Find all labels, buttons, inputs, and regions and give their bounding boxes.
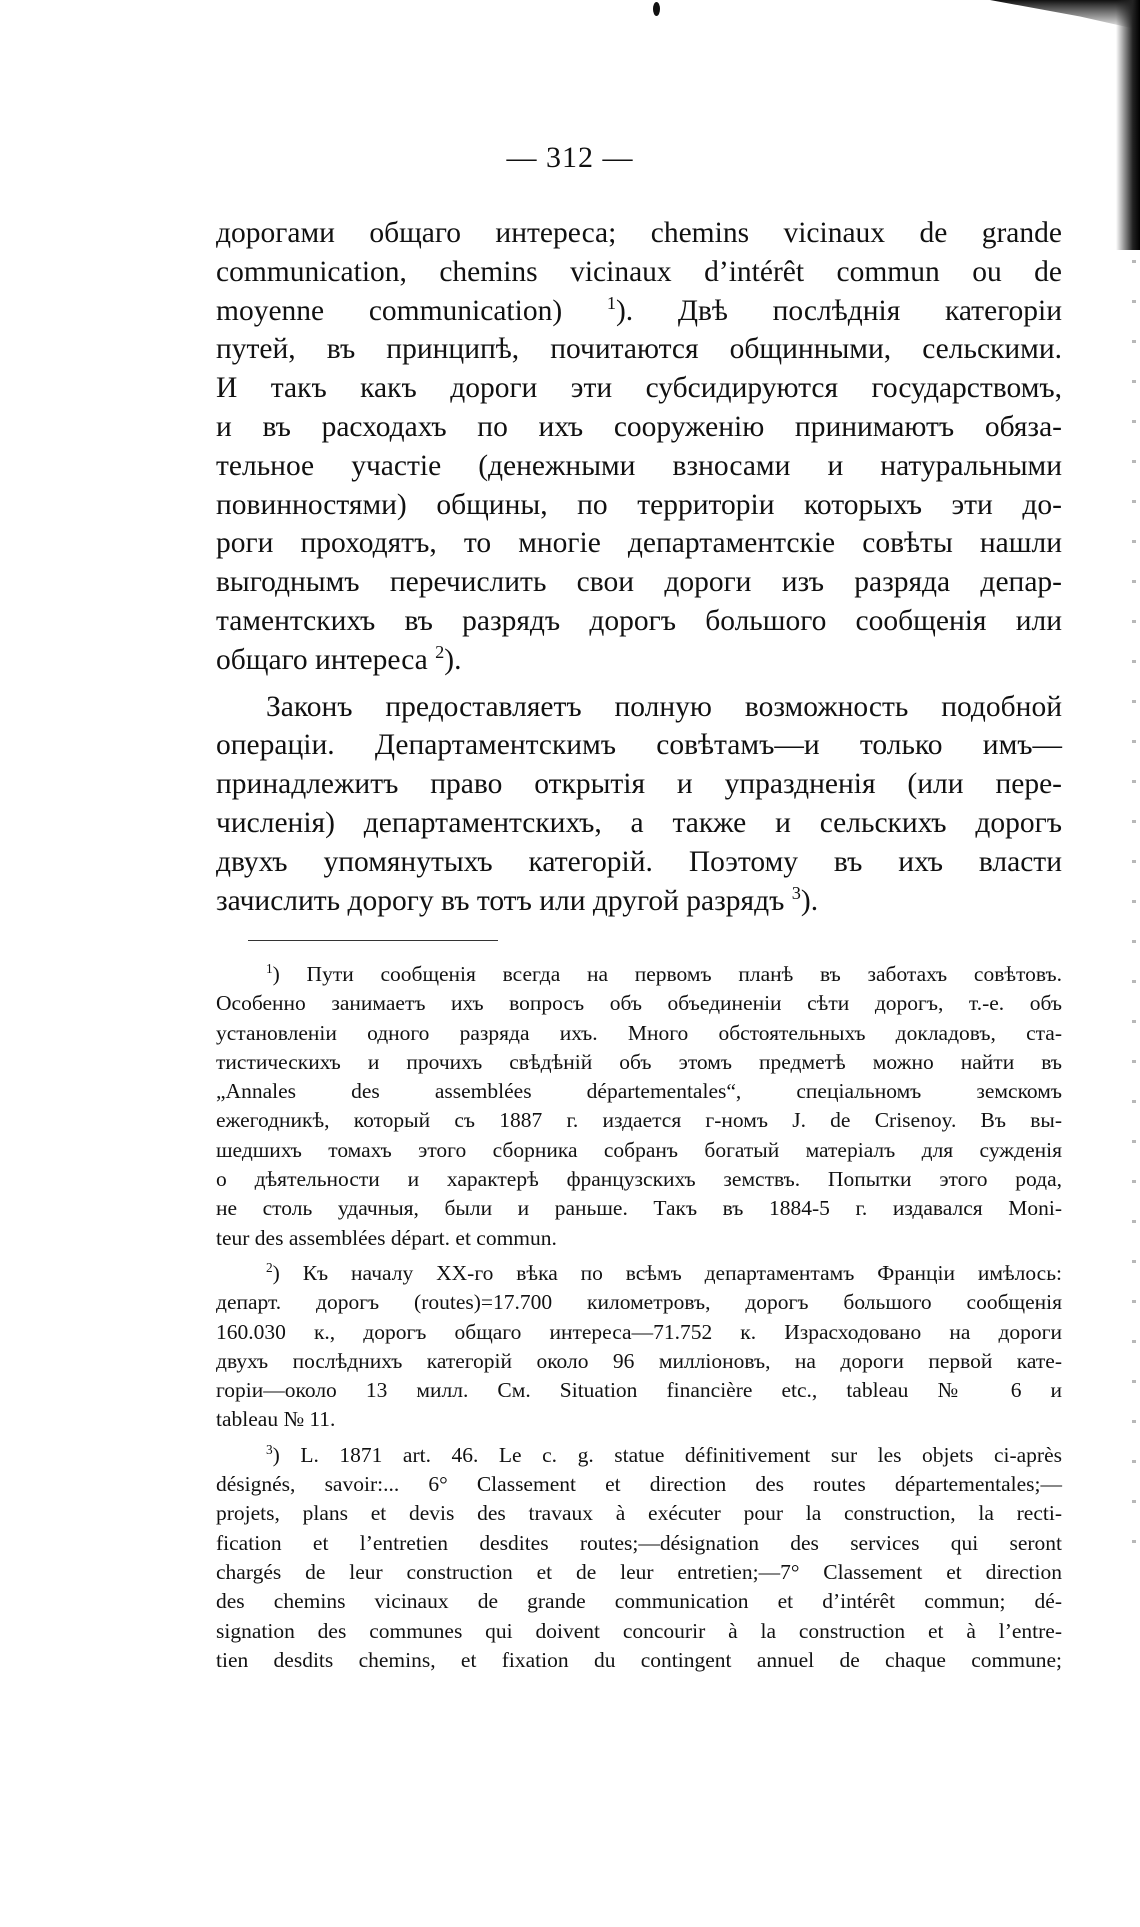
text-line: тельное участіе (денежными взносами и натуральными (216, 449, 1062, 482)
footnote-marker: 3 (266, 1441, 273, 1457)
text-segment: ) L. 1871 art. 46. Le c. g. statue définitivement sur les objets ci-après (272, 1442, 1062, 1467)
text-line: Законъ предоставляетъ полную возможность подобной (266, 690, 1062, 723)
footnote-line: signation des communes qui doivent concourir à la construction et à l’entre- (216, 1618, 1062, 1643)
scan-edge-shadow (1116, 0, 1140, 250)
footnote-line: chargés de leur construction et de leur entretien;—7° Classement et direction (216, 1559, 1062, 1584)
footnote-line: не столь удачныя, были и раньше. Такъ въ 1884-5 г. издавался Moni- (216, 1196, 1062, 1221)
text-line: принадлежитъ право открытія и упраздненія (или пере- (216, 768, 1062, 801)
text-segment: ) Къ началу XX-го вѣка по всѣмъ департаментамъ Франціи имѣлось: (272, 1260, 1062, 1285)
text-line: операціи. Департаментскимъ совѣтамъ—и только имъ— (216, 729, 1062, 762)
text-line: communication, chemins vicinaux d’intérêt commun ou de (216, 255, 1062, 288)
body-text (216, 214, 1062, 928)
footnote-1 (216, 960, 1062, 1253)
text-segment: зачислить дорогу въ тотъ или другой разрядъ (216, 884, 785, 917)
text-line (216, 641, 1062, 680)
footnote-line: teur des assemblées départ. et commun. (216, 1225, 557, 1250)
paragraph-2 (216, 688, 1062, 921)
footnote-line: désignés, savoir:... 6° Classement et direction des routes départementales;— (216, 1472, 1062, 1497)
footnote-line (216, 1441, 1062, 1470)
footnote-line: tien desdits chemins, et fixation du contingent annuel de chaque commune; (216, 1647, 1062, 1672)
text-line: повинностями) общины, по территоріи которыхъ эти до- (216, 488, 1062, 521)
footnote-ref-3: 3 (791, 882, 801, 903)
footnote-line: двухъ послѣднихъ категорій около 96 милліоновъ, на дороги первой кате- (216, 1348, 1062, 1373)
footnote-line: горіи—около 13 милл. См. Situation financière etc., tableau № 6 и (216, 1378, 1062, 1403)
footnote-divider (248, 940, 498, 941)
footnote-marker: 2 (266, 1259, 273, 1275)
scan-edge-specks (1132, 260, 1136, 1560)
text-line: И такъ какъ дороги эти субсидируются государствомъ, (216, 372, 1062, 405)
footnote-line: ежегодникѣ, который съ 1887 г. издается г-номъ J. de Crisenoy. Въ вы- (216, 1108, 1062, 1133)
text-line: выгоднымъ перечислить свои дороги изъ разряда депар- (216, 566, 1062, 599)
footnotes (216, 960, 1062, 1681)
footnote-line: установленіи одного разряда ихъ. Много обстоятельныхъ докладовъ, ста- (216, 1020, 1062, 1045)
footnote-line (216, 960, 1062, 989)
text-segment: ). (444, 643, 462, 676)
footnote-3 (216, 1441, 1062, 1675)
footnote-line: тистическихъ и прочихъ свѣдѣній объ этомъ предметѣ можно найти въ (216, 1049, 1062, 1074)
footnote-line: projets, plans et devis des travaux à exécuter pour la construction, la recti- (216, 1501, 1062, 1526)
text-line: и въ расходахъ по ихъ сооруженію принимаютъ обяза- (216, 410, 1062, 443)
footnote-line: о дѣятельности и характерѣ французскихъ земствъ. Попытки этого рода, (216, 1167, 1062, 1192)
footnote-line: „Annales des assemblées départementales“, спеціальномъ земскомъ (216, 1079, 1062, 1104)
text-line: дорогами общаго интереса; chemins vicinaux de grande (216, 217, 1062, 249)
text-line: таментскихъ въ разрядъ дорогъ большого сообщенія или (216, 604, 1062, 637)
footnote-ref-1: 1 (606, 292, 616, 313)
text-segment: ) Пути сообщенія всегда на первомъ планѣ въ заботахъ совѣтовъ. (272, 962, 1062, 986)
text-segment: ). Двѣ послѣднія категоріи (615, 294, 1063, 327)
footnote-marker: 1 (266, 960, 273, 976)
text-line: двухъ упомянутыхъ категорій. Поэтому въ ихъ власти (216, 845, 1062, 878)
footnote-line: tableau № 11. (216, 1407, 336, 1432)
text-line: роги проходятъ, то многіе департаментскіе совѣты нашли (216, 527, 1062, 560)
footnote-line: департ. дорогъ (routes)=17.700 километровъ, дорогъ большого сообщенія (216, 1290, 1062, 1315)
footnote-line: шедшихъ томахъ этого сборника собранъ богатый матеріалъ для сужденія (216, 1137, 1062, 1162)
footnote-line: des chemins vicinaux de grande communication et d’intérêt commun; dé- (216, 1589, 1062, 1614)
text-line (216, 882, 1062, 921)
paragraph-1 (216, 214, 1062, 680)
footnote-ref-2: 2 (435, 641, 445, 662)
text-line (216, 292, 1062, 331)
page-number: — 312 — (506, 141, 634, 174)
footnote-line: 160.030 к., дорогъ общаго интереса—71.752 к. Израсходовано на дороги (216, 1319, 1062, 1344)
text-line: путей, въ принципѣ, почитаются общинными, сельскими. (216, 333, 1062, 366)
text-segment: moyenne communication) (216, 294, 563, 327)
footnote-line: fication et l’entretien desdites routes;—désignation des services qui seront (216, 1530, 1062, 1555)
footnote-2 (216, 1259, 1062, 1435)
text-segment: общаго интереса (216, 643, 428, 676)
text-segment: ). (800, 884, 819, 917)
text-line: численія) департаментскихъ, а также и сельскихъ дорогъ (216, 806, 1062, 839)
footnote-line (216, 1259, 1062, 1288)
footnote-line: Особенно занимаетъ ихъ вопросъ объ объединеніи сѣти дорогъ, т.-е. объ (216, 991, 1062, 1016)
ink-blot (653, 2, 660, 16)
